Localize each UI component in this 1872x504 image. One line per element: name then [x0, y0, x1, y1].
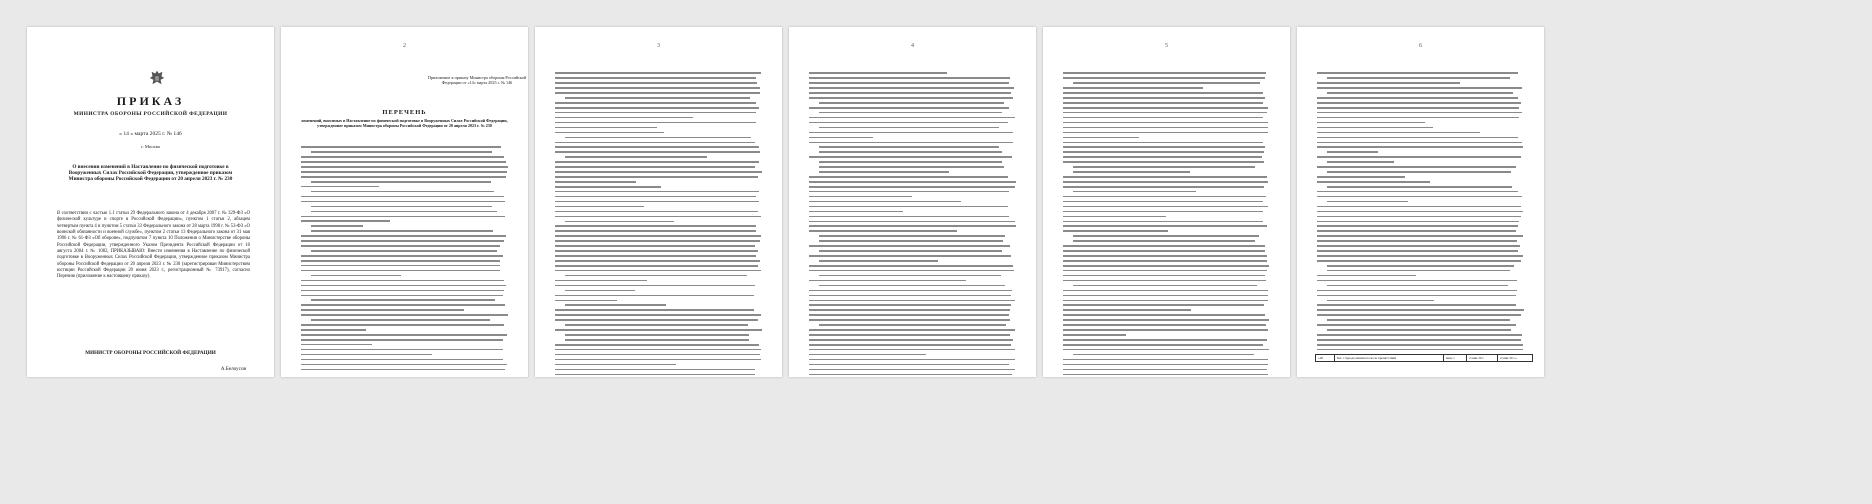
table-cell: 2 мин 30 с». [1500, 356, 1518, 360]
text-line [1317, 101, 1524, 106]
text-line [1317, 348, 1524, 353]
text-line [1317, 254, 1524, 259]
text-line [1317, 249, 1524, 254]
page-text-lines [809, 71, 1016, 377]
text-line [1063, 175, 1270, 180]
text-line [1063, 264, 1270, 269]
document-page-5 [1043, 27, 1290, 377]
text-line [1317, 185, 1524, 190]
text-line [555, 96, 762, 101]
list-subtitle: изменений, вносимых в Наставление по физической подготовке в Вооруженных Силах Российской Федерации, утвержденное приказом Министра обороны Российской Федерации от 20 апреля 2023 г. № 230 [301, 118, 508, 128]
text-line [809, 249, 1016, 254]
text-line [809, 338, 1016, 343]
text-line [301, 367, 508, 372]
text-line [809, 328, 1016, 333]
text-line [1063, 372, 1270, 377]
text-line [1063, 106, 1270, 111]
text-line [555, 170, 762, 175]
text-line [301, 259, 508, 264]
text-line [555, 259, 762, 264]
text-line [1063, 343, 1270, 348]
list-title: ПЕРЕЧЕНЬ [382, 109, 427, 116]
text-line [809, 372, 1016, 377]
text-line [555, 372, 762, 377]
text-line [1317, 96, 1524, 101]
text-line [1317, 91, 1524, 96]
text-line [1063, 259, 1270, 264]
document-page-4 [789, 27, 1036, 377]
text-line [301, 165, 508, 170]
page-text-lines [301, 145, 508, 372]
city: г. Москва [141, 144, 160, 149]
document-page-3 [535, 27, 782, 377]
text-line [301, 244, 508, 249]
text-line [555, 264, 762, 269]
document-page-6 [1297, 27, 1544, 377]
text-line [1063, 338, 1270, 343]
text-line [1063, 328, 1270, 333]
page-number: 3 [657, 43, 660, 49]
table-cell: мин, с [1444, 355, 1467, 361]
text-line [555, 91, 762, 96]
signature-title: МИНИСТР ОБОРОНЫ РОССИЙСКОЙ ФЕДЕРАЦИИ [85, 350, 216, 356]
page-text-lines [1063, 71, 1270, 377]
text-line [1317, 343, 1524, 348]
text-line [555, 175, 762, 180]
text-line [1063, 254, 1270, 259]
text-line [301, 175, 508, 180]
document-title: ПРИКАЗ [116, 94, 185, 108]
text-line [809, 254, 1016, 259]
text-line [555, 254, 762, 259]
text-line [1063, 185, 1270, 190]
page-text-lines [1317, 71, 1524, 352]
text-line [301, 180, 508, 185]
text-line [809, 91, 1016, 96]
text-line [555, 338, 762, 343]
text-line [809, 96, 1016, 101]
table-cell: 2 мин 20 с [1467, 355, 1498, 361]
text-line [1317, 264, 1524, 269]
text-line [809, 185, 1016, 190]
text-line [555, 101, 762, 106]
text-line [1063, 180, 1270, 185]
order-date-number: « 14 » марта 2025 г. № 146 [119, 131, 182, 137]
text-line [1063, 249, 1270, 254]
text-line [1317, 106, 1524, 111]
document-page-1 [27, 27, 274, 377]
text-line [555, 249, 762, 254]
text-line [555, 328, 762, 333]
signature-name: А.Белоусов [220, 366, 246, 372]
issuing-authority: МИНИСТРА ОБОРОНЫ РОССИЙСКОЙ ФЕДЕРАЦИИ [73, 111, 228, 117]
text-line [301, 254, 508, 259]
text-line [555, 343, 762, 348]
text-line [809, 101, 1016, 106]
text-line [809, 180, 1016, 185]
text-line [1317, 333, 1524, 338]
text-line [301, 170, 508, 175]
text-line [809, 106, 1016, 111]
standards-table-row [1315, 354, 1533, 362]
text-line [301, 323, 508, 328]
text-line [1063, 96, 1270, 101]
text-line [1317, 328, 1524, 333]
page-number: 2 [403, 43, 406, 49]
page-number: 6 [1419, 43, 1422, 49]
text-line [555, 106, 762, 111]
text-line [809, 264, 1016, 269]
text-line [1317, 170, 1524, 175]
table-cell: «20 [1316, 355, 1335, 361]
text-line [1317, 259, 1524, 264]
page-number: 5 [1165, 43, 1168, 49]
state-emblem-icon [148, 69, 166, 87]
text-line [1063, 91, 1270, 96]
text-line [1063, 101, 1270, 106]
order-body: В соответствии с частью 1.1 статьи 29 Федерального закона от 4 декабря 2007 г. № 329-ФЗ «О физической культуре и спорте в Российской Федерации», пунктом 1 статьи 2, абзацем четвертым пункта 4 и пунктом 5 статьи 33 Федерального закона от 28 марта 1998 г. № 53-ФЗ «О воинской обязанности и военной службе», пунктом 2 статьи 13 Федерального закона от 31 мая 1996 г. № 61-ФЗ «Об обороне», подпунктом 7 пункта 10 Положения о Министерстве обороны Российской Федерации, утвержденного Указом Президента Российской Федерации от 16 августа 2004 г. № 1082, ПРИКАЗЫВАЮ: Внести изменения в Наставление по физической подготовке в Вооруженных Силах Российской Федерации, утвержденное приказом Министра обороны Российской Федерации от 20 апреля 2023 г. № 230 (зарегистрирован Министерством юстиции Российской Федерации 20 июня 2023 г., регистрационный № 73917), согласно Перечню (приложение к настоящему приказу). [57, 211, 250, 280]
text-line [301, 338, 508, 343]
text-line [1317, 338, 1524, 343]
document-page-2 [281, 27, 528, 377]
text-line [301, 333, 508, 338]
text-line [809, 175, 1016, 180]
page-text-lines [555, 71, 762, 377]
text-line [301, 249, 508, 254]
appendix-note: Приложение к приказу Министра обороны Российской Федерации от «14» марта 2025 г. № 146 [427, 75, 527, 86]
order-heading: О внесении изменений в Наставление по физической подготовке в Вооруженных Силах Российской Федерации, утвержденное приказом Министра обороны Российской Федерации от 20 апреля 2023 г. № 230 [68, 164, 233, 183]
text-line [555, 333, 762, 338]
table-cell: Бег с преодолением полосы препятствий [1335, 355, 1444, 361]
text-line [809, 333, 1016, 338]
text-line [809, 343, 1016, 348]
page-number: 4 [911, 43, 914, 49]
